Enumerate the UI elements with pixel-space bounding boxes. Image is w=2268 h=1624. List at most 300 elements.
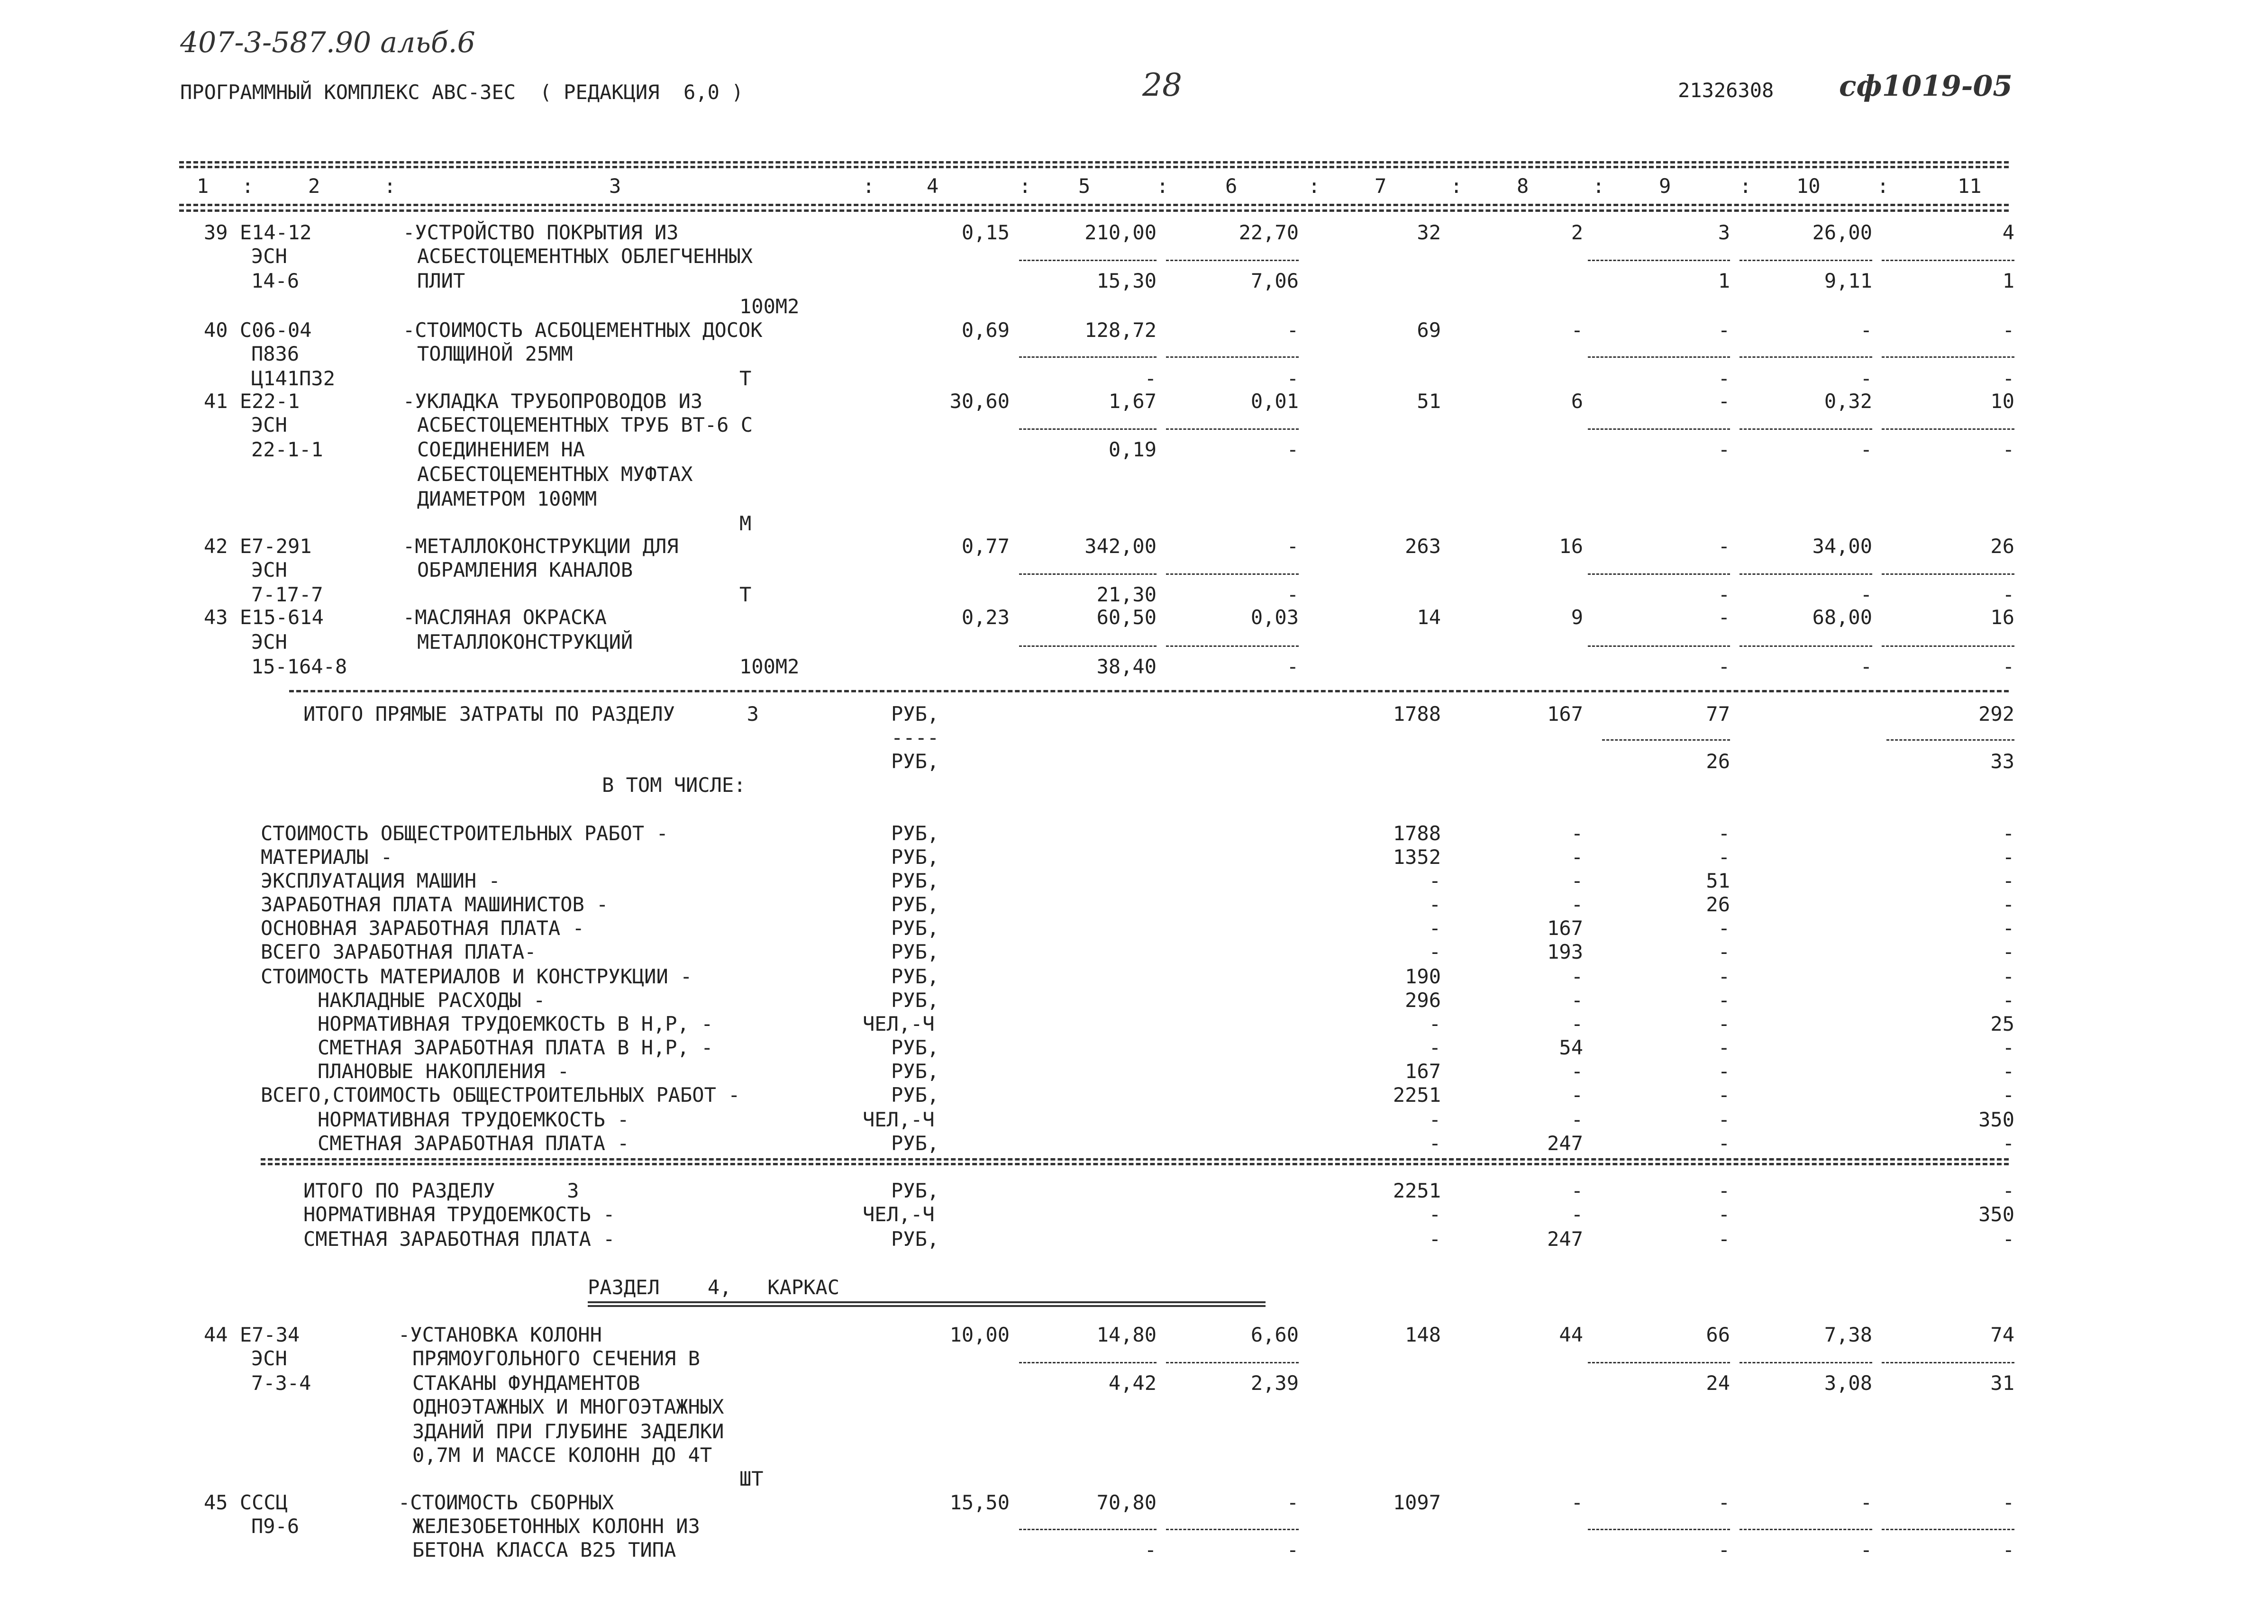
value-cell: - [1860,438,1872,461]
subtotal-dash [1588,645,1730,647]
value-cell: - [1718,655,1730,678]
value-cell: 26 [1990,535,2014,558]
column-separator: : [1157,174,1169,198]
text-line: 15-164-8 [251,655,347,678]
value-cell: - [1718,1179,1730,1202]
value-cell: - [1571,1108,1583,1131]
value-cell: - [1718,1036,1730,1059]
subtotal-dash [1166,356,1299,358]
column-separator: : [242,174,254,198]
value-cell: 2 [1571,221,1583,244]
value-cell: - [1718,989,1730,1012]
column-separator: : [1740,174,1752,198]
value-cell: - [2002,965,2014,988]
text-line: РУБ, [891,702,939,726]
text-line: МАТЕРИАЛЫ - [261,845,393,869]
value-cell: - [1860,367,1872,390]
value-cell: 1352 [1393,845,1441,869]
text-line: АСБЕСТОЦЕМЕНТНЫХ ТРУБ ВТ-6 С [417,413,753,436]
subtotal-dash [1019,1362,1157,1363]
value-cell: - [1429,869,1441,892]
subtotal-dash [1882,1529,2014,1530]
text-line: РУБ, [891,1132,939,1155]
text-line: РУБ, [891,965,939,988]
value-cell: - [1571,1083,1583,1107]
subtotal-dash [1019,428,1157,430]
column-separator: : [1308,174,1321,198]
column-header-8: 8 [1517,174,1529,198]
subtotal-dash [1740,260,1872,261]
text-line: ОСНОВНАЯ ЗАРАБОТНАЯ ПЛАТА - [261,916,584,940]
column-separator: : [1019,174,1031,198]
value-cell: - [1286,438,1299,461]
text-line: БЕТОНА КЛАССА В25 ТИПА [412,1538,676,1561]
value-cell: - [2002,1179,2014,1202]
subtotal-dash [1588,356,1730,358]
value-cell: 74 [1990,1323,2014,1346]
text-line: -СТОИМОСТЬ АСБОЦЕМЕНТНЫХ ДОСОК [403,318,763,342]
value-cell: 34,00 [1812,535,1872,558]
value-cell: - [1571,318,1583,342]
value-cell: - [1571,869,1583,892]
value-cell: - [1860,1491,1872,1514]
text-line: Т [739,583,752,606]
subtotal-dash [1740,645,1872,647]
text-line: НОРМАТИВНАЯ ТРУДОЕМКОСТЬ - [303,1203,615,1226]
subtotal-dash [1886,739,2014,741]
text-line: РУБ, [891,940,939,963]
value-cell: 10 [1990,390,2014,413]
text-line: 100М2 [739,655,800,678]
text-line: ЧЕЛ,-Ч [863,1012,935,1035]
text-line: ИТОГО ПРЯМЫЕ ЗАТРАТЫ ПО РАЗДЕЛУ 3 [303,702,759,726]
text-line: 43 Е15-614 [204,606,324,629]
text-line: 41 Е22-1 [204,390,300,413]
header-rule-bottom [179,204,2009,206]
subtotal-dash [1882,1362,2014,1363]
value-cell: 247 [1547,1227,1583,1251]
text-line: СМЕТНАЯ ЗАРАБОТНАЯ ПЛАТА - [303,1227,615,1251]
subtotal-dash [1882,428,2014,430]
subtotal-dash [1740,1362,1872,1363]
value-cell: 263 [1405,535,1441,558]
subtotal-dash [1740,356,1872,358]
text-line: СМЕТНАЯ ЗАРАБОТНАЯ ПЛАТА - [318,1132,629,1155]
value-cell: - [1718,940,1730,963]
text-line: -МЕТАЛЛОКОНСТРУКЦИИ ДЛЯ [403,535,679,558]
value-cell: 350 [1978,1203,2014,1226]
subtotal-dash [1166,260,1299,261]
text-line: ВСЕГО ЗАРАБОТНАЯ ПЛАТА- [261,940,537,963]
text-line: ВСЕГО,СТОИМОСТЬ ОБЩЕСТРОИТЕЛЬНЫХ РАБОТ - [261,1083,740,1107]
text-line: НОРМАТИВНАЯ ТРУДОЕМКОСТЬ - [318,1108,629,1131]
value-cell: 3 [1718,221,1730,244]
section-4-underline [588,1301,1266,1307]
value-cell: - [1571,1179,1583,1202]
value-cell: 0,32 [1824,390,1872,413]
column-header-2: 2 [308,174,320,198]
value-cell: - [1286,1538,1299,1561]
value-cell: 292 [1978,702,2014,726]
subtotal-dash [1166,1529,1299,1530]
text-line: СМЕТНАЯ ЗАРАБОТНАЯ ПЛАТА В Н,Р, - [318,1036,713,1059]
text-line: СОЕДИНЕНИЕМ НА [417,438,585,461]
value-cell: 7,38 [1824,1323,1872,1346]
value-cell: 247 [1547,1132,1583,1155]
sheet-label: сф1019-05 [1839,70,2013,103]
text-line: 39 Е14-12 [204,221,312,244]
value-cell: - [1429,893,1441,916]
text-line: 7-17-7 [251,583,323,606]
value-cell: - [1571,893,1583,916]
text-line: -СТОИМОСТЬ СБОРНЫХ [398,1491,614,1514]
value-cell: 0,01 [1250,390,1299,413]
value-cell: 2251 [1393,1179,1441,1202]
value-cell: 30,60 [949,390,1010,413]
value-cell: 3,08 [1824,1371,1872,1395]
text-line: ПРЯМОУГОЛЬНОГО СЕЧЕНИЯ В [412,1347,700,1370]
value-cell: - [2002,1036,2014,1059]
value-cell: - [1860,1538,1872,1561]
text-line: РУБ, [891,869,939,892]
header-rule-top-2 [179,166,2009,168]
value-cell: 16 [1559,535,1583,558]
text-line: ПЛАНОВЫЕ НАКОПЛЕНИЯ - [318,1060,570,1083]
program-title: ПРОГРАММНЫЙ КОМПЛЕКС АВС-3ЕС ( РЕДАКЦИЯ 6,0 ) [180,81,744,104]
value-cell: - [2002,1132,2014,1155]
value-cell: - [2002,1227,2014,1251]
value-cell: 9,11 [1824,269,1872,292]
value-cell: - [1718,1491,1730,1514]
value-cell: 16 [1990,606,2014,629]
subtotal-dash [1166,428,1299,430]
value-cell: 38,40 [1096,655,1157,678]
value-cell: 44 [1559,1323,1583,1346]
value-cell: - [1429,1227,1441,1251]
value-cell: - [1144,1538,1157,1561]
value-cell: - [1286,318,1299,342]
text-line: 100М2 [739,295,800,318]
value-cell: 190 [1405,965,1441,988]
value-cell: 6,60 [1250,1323,1299,1346]
text-line: ПЛИТ [417,269,465,292]
value-cell: - [1429,916,1441,940]
column-header-4: 4 [927,174,939,198]
column-header-10: 10 [1796,174,1821,198]
text-line: П9-6 [251,1515,300,1538]
value-cell: - [1718,916,1730,940]
value-cell: - [1286,583,1299,606]
value-cell: - [2002,940,2014,963]
text-line: 44 Е7-34 [204,1323,300,1346]
value-cell: 4,42 [1108,1371,1157,1395]
text-line: НОРМАТИВНАЯ ТРУДОЕМКОСТЬ В Н,Р, - [318,1012,713,1035]
value-cell: - [1286,367,1299,390]
subtotal-dash [1588,1529,1730,1530]
value-cell: 69 [1417,318,1441,342]
column-header-9: 9 [1659,174,1671,198]
value-cell: - [1286,1491,1299,1514]
value-cell: - [1429,1012,1441,1035]
text-line: Т [739,367,752,390]
value-cell: 342,00 [1084,535,1157,558]
value-cell: 24 [1706,1371,1730,1395]
value-cell: - [1718,1060,1730,1083]
text-line: ОДНОЭТАЖНЫХ И МНОГОЭТАЖНЫХ [412,1395,724,1418]
value-cell: 15,30 [1096,269,1157,292]
value-cell: 1097 [1393,1491,1441,1514]
subtotal-dash [1882,645,2014,647]
subtotal-dash [1166,645,1299,647]
text-line: 14-6 [251,269,300,292]
value-cell: - [2002,989,2014,1012]
value-cell: 7,06 [1250,269,1299,292]
header-rule-bottom-2 [179,209,2009,212]
value-cell: 4 [2002,221,2014,244]
value-cell: 0,69 [961,318,1010,342]
value-cell: 193 [1547,940,1583,963]
value-cell: - [1571,989,1583,1012]
value-cell: - [1718,1012,1730,1035]
text-line: ЭСН [251,413,287,436]
value-cell: 0,23 [961,606,1010,629]
value-cell: 32 [1417,221,1441,244]
text-line: АСБЕСТОЦЕМЕНТНЫХ ОБЛЕГЧЕННЫХ [417,245,753,268]
text-line: СТОИМОСТЬ МАТЕРИАЛОВ И КОНСТРУКЦИИ - [261,965,692,988]
value-cell: - [1860,318,1872,342]
subtotal-dash [1166,573,1299,575]
value-cell: 167 [1547,916,1583,940]
value-cell: 21,30 [1096,583,1157,606]
column-separator: : [384,174,396,198]
text-line: -МАСЛЯНАЯ ОКРАСКА [403,606,607,629]
subtotal-dash [1166,1362,1299,1363]
value-cell: 26 [1706,750,1730,773]
subtotal-dash [1019,573,1157,575]
text-line: ---- [891,726,939,749]
text-line: П836 [251,342,300,365]
value-cell: 2,39 [1250,1371,1299,1395]
text-line: 22-1-1 [251,438,323,461]
value-cell: 33 [1990,750,2014,773]
subtotal-dash [1740,1529,1872,1530]
text-line: СТОИМОСТЬ ОБЩЕСТРОИТЕЛЬНЫХ РАБОТ - [261,822,668,845]
subtotal-dash [1588,1362,1730,1363]
value-cell: 15,50 [949,1491,1010,1514]
column-separator: : [1593,174,1605,198]
text-line: РУБ, [891,750,939,773]
value-cell: - [1860,655,1872,678]
value-cell: 70,80 [1096,1491,1157,1514]
subtotal-dash [1019,356,1157,358]
value-cell: 296 [1405,989,1441,1012]
value-cell: 22,70 [1239,221,1299,244]
text-line: ЭСН [251,1347,287,1370]
column-header-3: 3 [609,174,621,198]
text-line: ЭКСПЛУАТАЦИЯ МАШИН - [261,869,501,892]
column-header-11: 11 [1958,174,1982,198]
header-rule-top [179,161,2009,163]
value-cell: - [2002,1538,2014,1561]
text-line: -УСТРОЙСТВО ПОКРЫТИЯ ИЗ [403,221,679,244]
text-line: РУБ, [891,1227,939,1251]
text-line: ЭСН [251,245,287,268]
text-line: РУБ, [891,822,939,845]
section-total-rule [261,1158,2009,1161]
text-line: ШТ [739,1467,764,1490]
value-cell: - [1718,1203,1730,1226]
column-header-7: 7 [1375,174,1387,198]
value-cell: - [2002,1491,2014,1514]
value-cell: - [2002,916,2014,940]
value-cell: - [1718,583,1730,606]
value-cell: 1 [1718,269,1730,292]
page-number: 28 [1142,67,1182,103]
value-cell: - [1144,367,1157,390]
value-cell: 1788 [1393,702,1441,726]
column-header-1: 1 [197,174,209,198]
text-line: РАЗДЕЛ 4, КАРКАС [588,1276,840,1299]
value-cell: - [2002,318,2014,342]
value-cell: - [2002,367,2014,390]
text-line: НАКЛАДНЫЕ РАСХОДЫ - [318,989,546,1012]
value-cell: - [1429,1132,1441,1155]
value-cell: - [1718,845,1730,869]
document-code: 21326308 [1678,79,1774,102]
text-line: 40 С06-04 [204,318,312,342]
text-line: В ТОМ ЧИСЛЕ: [602,773,746,797]
value-cell: - [1286,535,1299,558]
subtotal-dash [1740,573,1872,575]
value-cell: - [1571,845,1583,869]
value-cell: - [1718,1132,1730,1155]
column-separator: : [863,174,875,198]
value-cell: 350 [1978,1108,2014,1131]
text-line: СТАКАНЫ ФУНДАМЕНТОВ [412,1371,640,1395]
value-cell: 26,00 [1812,221,1872,244]
value-cell: 31 [1990,1371,2014,1395]
subtotal-dash [1019,645,1157,647]
value-cell: - [2002,1083,2014,1107]
text-line: МЕТАЛЛОКОНСТРУКЦИЙ [417,630,633,653]
value-cell: - [1571,822,1583,845]
text-line: ЗДАНИЙ ПРИ ГЛУБИНЕ ЗАДЕЛКИ [412,1420,724,1443]
text-line: ДИАМЕТРОМ 100ММ [417,487,597,510]
value-cell: 54 [1559,1036,1583,1059]
value-cell: 210,00 [1084,221,1157,244]
value-cell: 66 [1706,1323,1730,1346]
subtotal-dash [1882,356,2014,358]
value-cell: - [2002,438,2014,461]
value-cell: 2251 [1393,1083,1441,1107]
value-cell: 1,67 [1108,390,1157,413]
value-cell: - [1429,940,1441,963]
text-line: ЖЕЛЕЗОБЕТОННЫХ КОЛОНН ИЗ [412,1515,700,1538]
text-line: РУБ, [891,1036,939,1059]
value-cell: 0,15 [961,221,1010,244]
value-cell: 1788 [1393,822,1441,845]
archive-stamp: 407-3-587.90 альб.6 [180,26,475,59]
value-cell: - [2002,822,2014,845]
value-cell: 14,80 [1096,1323,1157,1346]
value-cell: 1 [2002,269,2014,292]
value-cell: 0,19 [1108,438,1157,461]
text-line: ЧЕЛ,-Ч [863,1203,935,1226]
column-header-5: 5 [1078,174,1091,198]
value-cell: - [1860,583,1872,606]
value-cell: - [1718,606,1730,629]
subtotal-dash [1882,260,2014,261]
value-cell: - [1718,390,1730,413]
value-cell: - [2002,583,2014,606]
subtotal-dash [1588,260,1730,261]
value-cell: - [1718,1227,1730,1251]
text-line: 0,7М И МАССЕ КОЛОНН ДО 4Т [412,1443,712,1467]
column-separator: : [1450,174,1463,198]
value-cell: - [2002,869,2014,892]
value-cell: 148 [1405,1323,1441,1346]
text-line: Ц141П32 [251,367,336,390]
totals-rule [289,690,2009,692]
subtotal-dash [1882,573,2014,575]
value-cell: 26 [1706,893,1730,916]
subtotal-dash [1602,739,1730,741]
value-cell: 167 [1547,702,1583,726]
text-line: ТОЛЩИНОЙ 25ММ [417,342,573,365]
value-cell: 0,03 [1250,606,1299,629]
text-line: ЭСН [251,630,287,653]
value-cell: 51 [1417,390,1441,413]
subtotal-dash [1019,1529,1157,1530]
value-cell: - [1718,965,1730,988]
text-line: ЭСН [251,558,287,581]
subtotal-dash [1019,260,1157,261]
value-cell: - [1718,1108,1730,1131]
value-cell: - [1286,655,1299,678]
value-cell: - [2002,1060,2014,1083]
text-line: ЧЕЛ,-Ч [863,1108,935,1131]
value-cell: - [1429,1108,1441,1131]
value-cell: 68,00 [1812,606,1872,629]
text-line: 45 СССЦ [204,1491,288,1514]
value-cell: 9 [1571,606,1583,629]
value-cell: 10,00 [949,1323,1010,1346]
value-cell: - [1718,318,1730,342]
text-line: РУБ, [891,916,939,940]
value-cell: - [1718,822,1730,845]
column-header-6: 6 [1225,174,1238,198]
subtotal-dash [1588,573,1730,575]
value-cell: - [1429,1203,1441,1226]
value-cell: 60,50 [1096,606,1157,629]
value-cell: 167 [1405,1060,1441,1083]
value-cell: 51 [1706,869,1730,892]
text-line: -УКЛАДКА ТРУБОПРОВОДОВ ИЗ [403,390,703,413]
value-cell: - [1571,1491,1583,1514]
value-cell: - [1571,1060,1583,1083]
value-cell: 6 [1571,390,1583,413]
text-line: М [739,512,752,535]
text-line: РУБ, [891,1083,939,1107]
value-cell: - [1571,1012,1583,1035]
text-line: АСБЕСТОЦЕМЕНТНЫХ МУФТАХ [417,463,693,486]
value-cell: - [1718,1083,1730,1107]
text-line: ЗАРАБОТНАЯ ПЛАТА МАШИНИСТОВ - [261,893,609,916]
value-cell: - [1718,535,1730,558]
value-cell: - [1571,1203,1583,1226]
value-cell: 14 [1417,606,1441,629]
value-cell: - [1718,1538,1730,1561]
